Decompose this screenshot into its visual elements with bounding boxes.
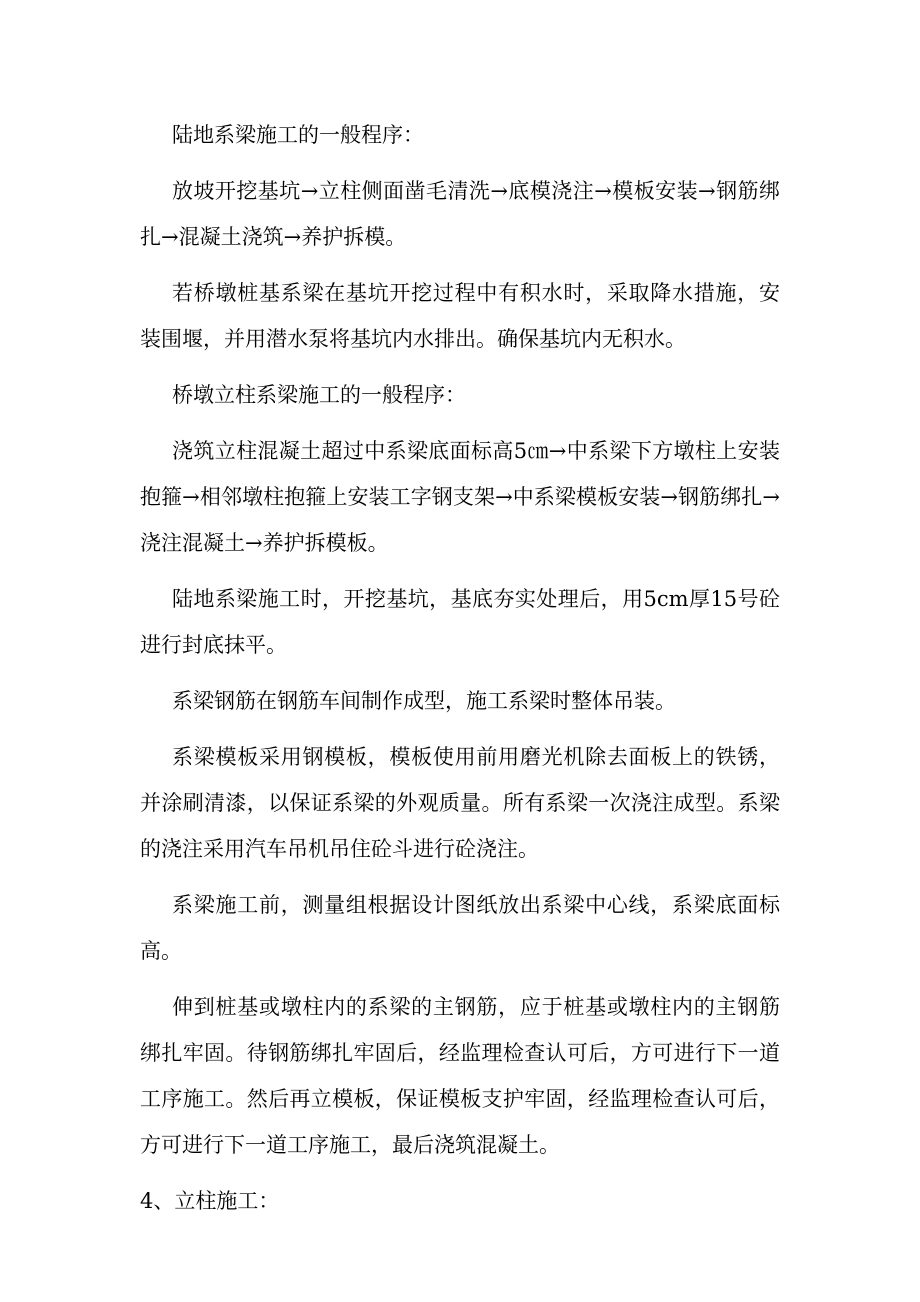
paragraph-main-rebar: 伸到桩基或墩柱内的系梁的主钢筋，应于桩基或墩柱内的主钢筋绑扎牢固。待钢筋绑扎牢固后，经监理检查认可后，方可进行下一道工序施工。然后再立模板，保证模板支护牢固，经监理检查认可后，方可进行下一道工序施工，最后浇筑混凝土。: [140, 995, 780, 1157]
paragraph-foundation-sealing: 陆地系梁施工时，开挖基坑，基底夯实处理后，用5cm厚15号砼进行封底抹平。: [140, 587, 780, 657]
paragraph-formwork: 系梁模板采用钢模板，模板使用前用磨光机除去面板上的铁锈，并涂刷清漆，以保证系梁的外观质量。所有系梁一次浇注成型。系梁的浇注采用汽车吊机吊住砼斗进行砼浇注。: [140, 745, 780, 861]
section-heading-column-construction: 4、立柱施工：: [140, 1189, 280, 1213]
paragraph-survey: 系梁施工前，测量组根据设计图纸放出系梁中心线，系梁底面标高。: [140, 893, 780, 963]
paragraph-pier-tie-beam-procedure-heading: 桥墩立柱系梁施工的一般程序：: [172, 383, 466, 407]
paragraph-land-tie-beam-procedure-heading: 陆地系梁施工的一般程序：: [172, 123, 424, 147]
paragraph-rebar-fabrication: 系梁钢筋在钢筋车间制作成型，施工系梁时整体吊装。: [172, 689, 676, 713]
paragraph-land-tie-beam-steps: 放坡开挖基坑→立柱侧面凿毛清洗→底模浇注→模板安装→钢筋绑扎→混凝土浇筑→养护拆模。: [140, 179, 780, 249]
paragraph-pier-tie-beam-steps: 浇筑立柱混凝土超过中系梁底面标高5㎝→中系梁下方墩柱上安装抱箍→相邻墩柱抱箍上安装工字钢支架→中系梁模板安装→钢筋绑扎→浇注混凝土→养护拆模板。: [140, 439, 780, 555]
document-body: [140, 112, 780, 1234]
paragraph-water-drainage: 若桥墩桩基系梁在基坑开挖过程中有积水时，采取降水措施，安装围堰，并用潜水泵将基坑内水排出。确保基坑内无积水。: [140, 281, 780, 351]
